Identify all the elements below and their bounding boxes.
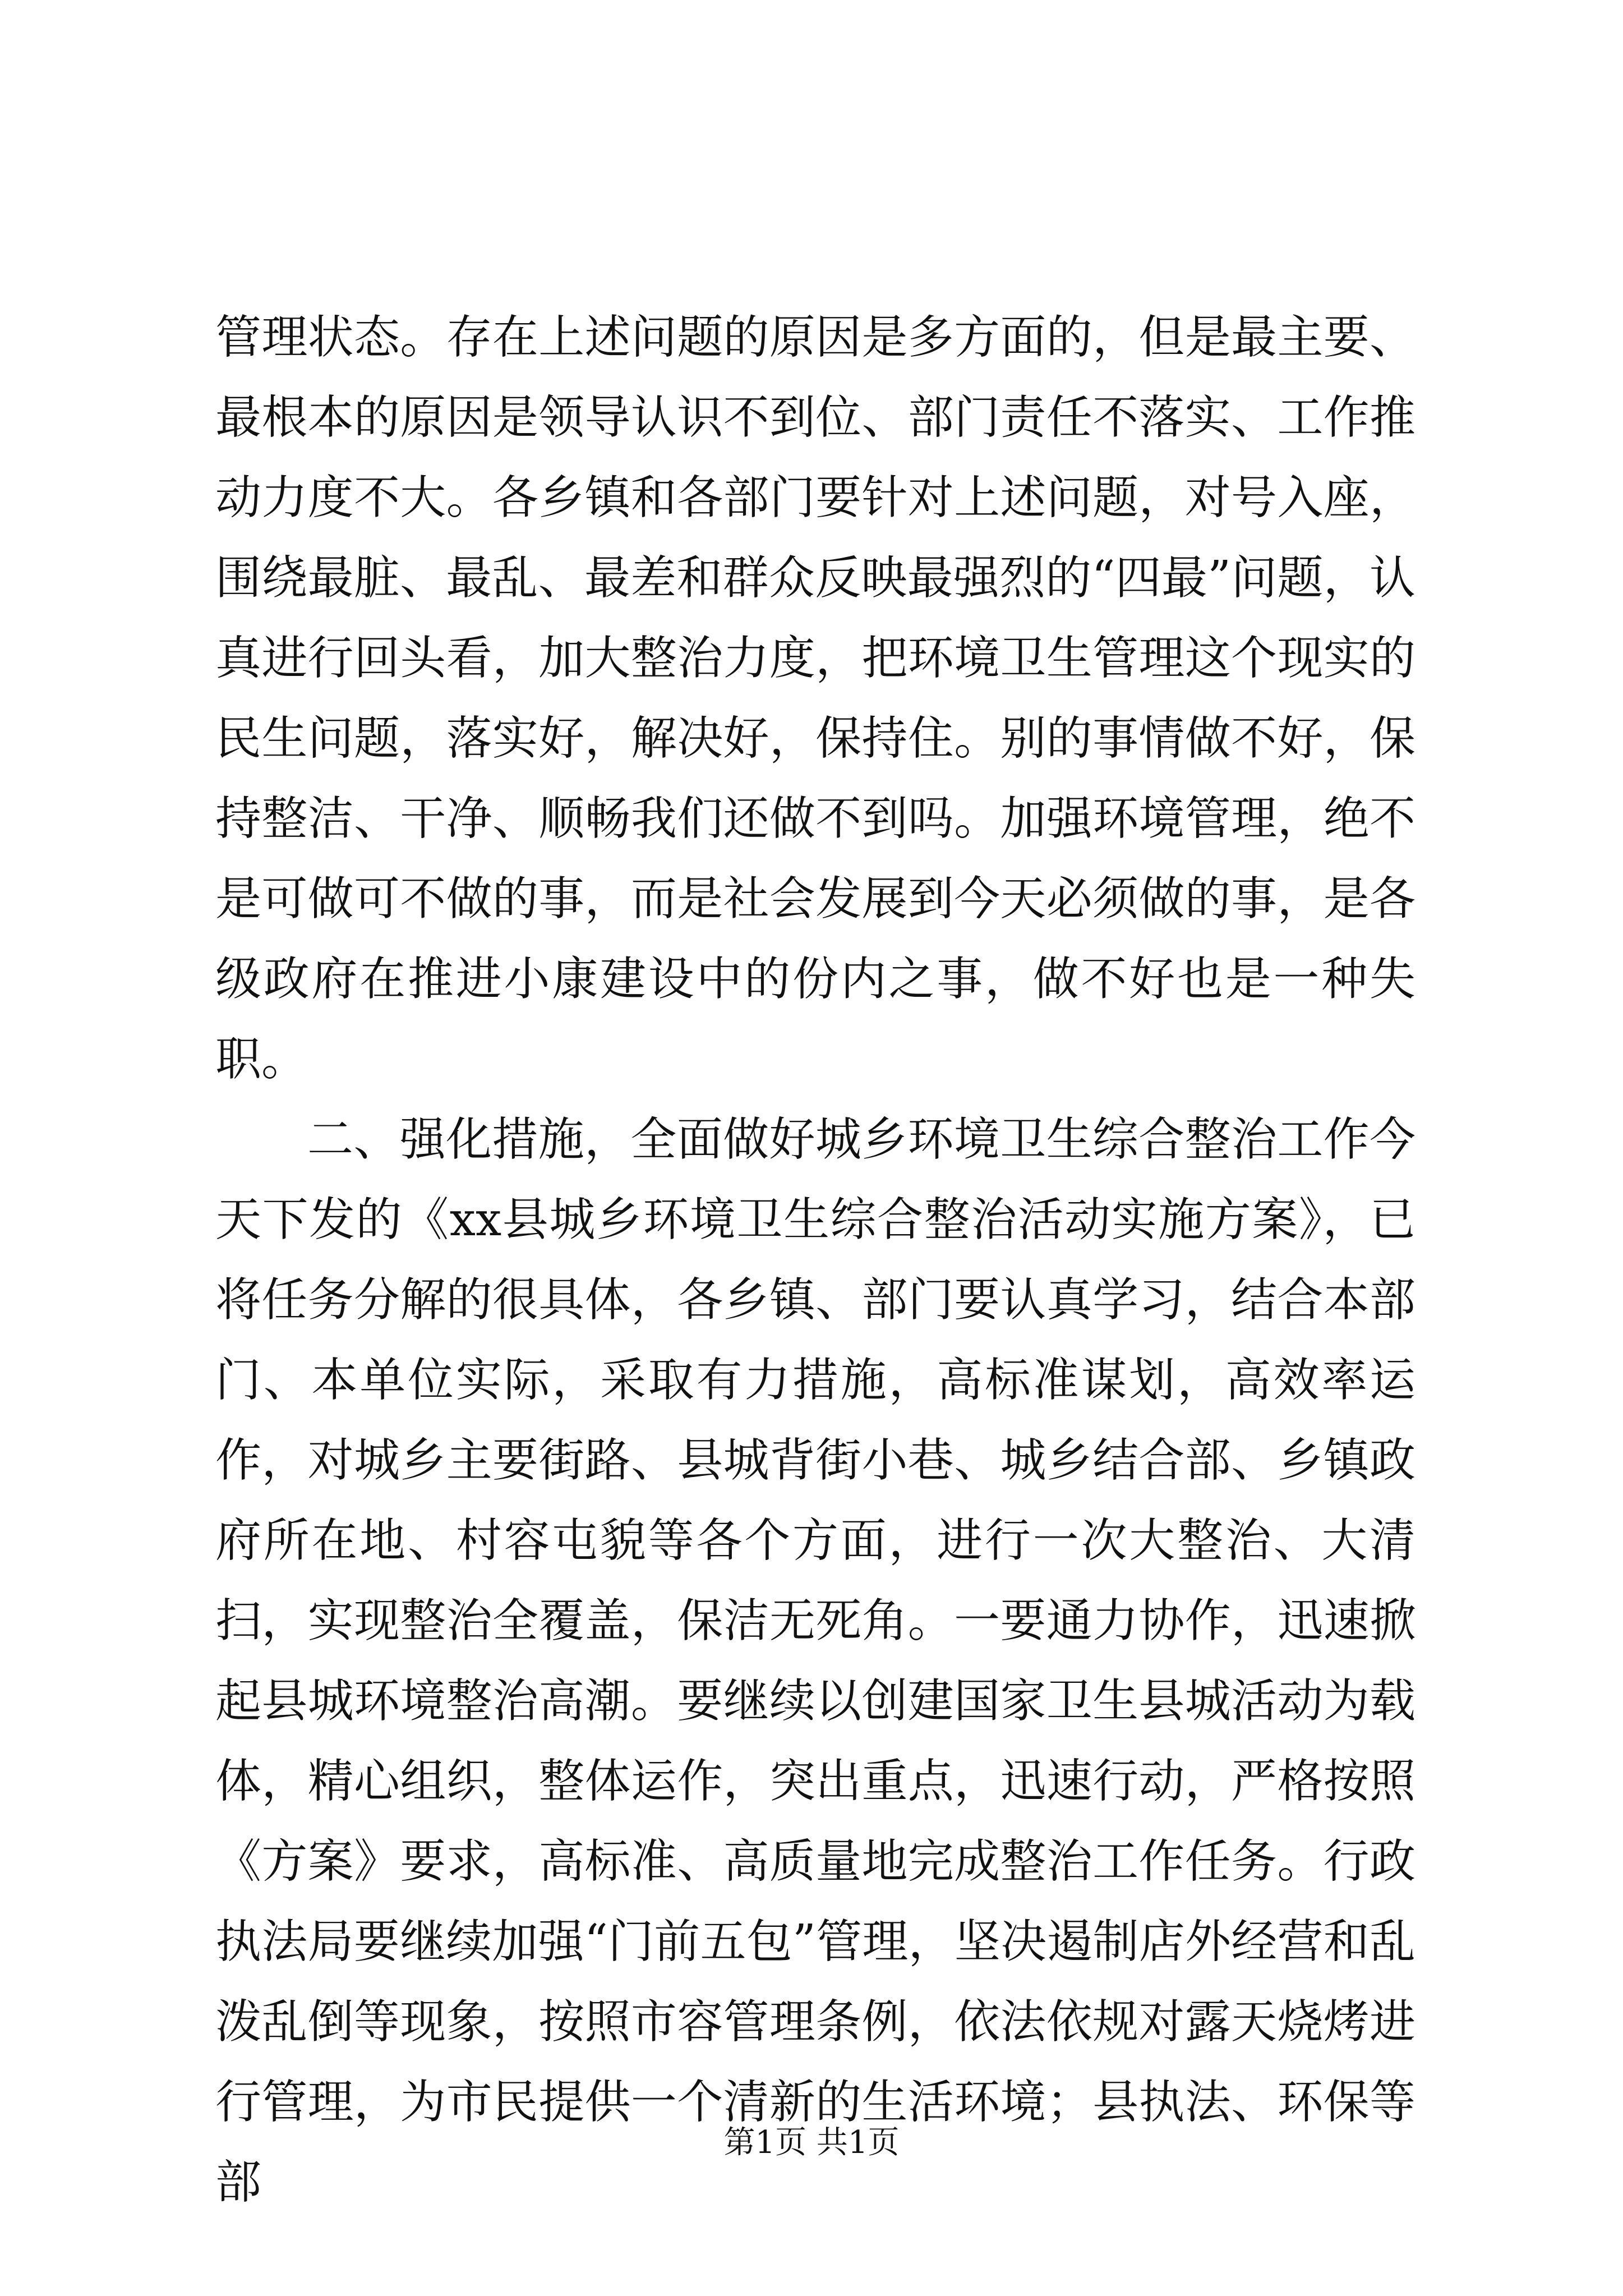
paragraph-2: 二、强化措施，全面做好城乡环境卫生综合整治工作今天下发的《xx县城乡环境卫生综合整治活动实施方案》，已将任务分解的很具体，各乡镇、部门要认真学习，结合本部门、本单位实际，采取有力措施，高标准谋划，高效率运作，对城乡主要街路、县城背街小巷、城乡结合部、乡镇政府所在地、村容屯貌等各个方面，进行一次大整治、大清扫，实现整治全覆盖，保洁无死角。一要通力协作，迅速掀起县城环境整治高潮。要继续以创建国家卫生县城活动为载体，精心组织，整体运作，突出重点，迅速行动，严格按照《方案》要求，高标准、高质量地完成整治工作任务。行政执法局要继续加强“门前五包”管理，坚决遏制店外经营和乱泼乱倒等现象，按照市容管理条例，依法依规对露天烧烤进行管理，为市民提供一个清新的生活环境；县执法、环保等部 [215,1113,1415,2209]
page-footer: 第1页 共1页 [723,2124,900,2161]
paragraph-1: 管理状态。存在上述问题的原因是多方面的，但是最主要、最根本的原因是领导认识不到位、部门责任不落实、工作推动力度不大。各乡镇和各部门要针对上述问题，对号入座，围绕最脏、最乱、最差和群众反映最强烈的“四最”问题，认真进行回头看，加大整治力度，把环境卫生管理这个现实的民生问题，落实好，解决好，保持住。别的事情做不好，保持整洁、干净、顺畅我们还做不到吗。加强环境管理，绝不是可做可不做的事，而是社会发展到今天必须做的事，是各级政府在推进小康建设中的份内之事，做不好也是一种失职。 [215,311,1415,1086]
document-body [215,297,1415,2223]
